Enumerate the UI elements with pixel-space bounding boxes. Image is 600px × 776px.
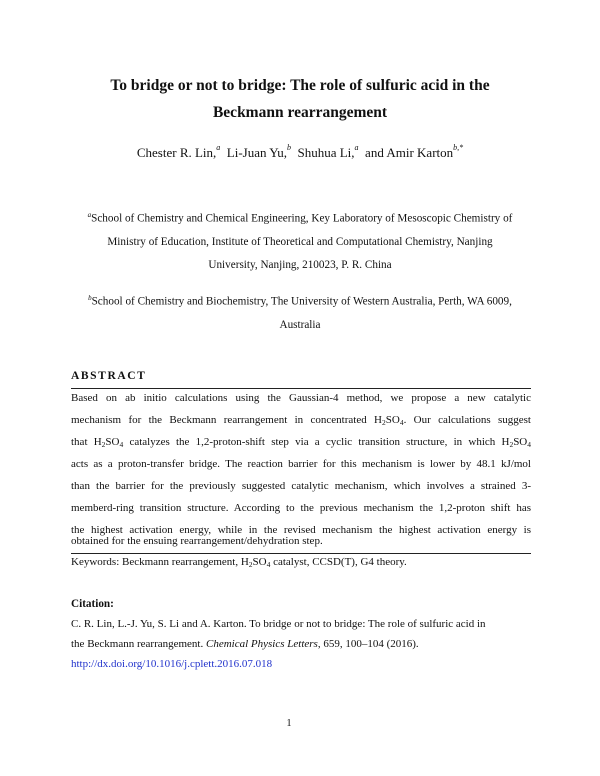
abstract-bottom-rule [71,553,531,554]
abstract-line: that $H_2SO_4$ catalyzes the 1,2-proton-shift step via a cyclic transition structure, in which $H_2SO_4$ [71,436,531,449]
citation-heading: Citation: [71,598,114,610]
abstract-line: memberd-ring transition structure. According to the previous mechanism the 1,2-proton shift has [71,502,531,514]
author-affiliation-mark: a [216,143,221,152]
author-affiliation-mark: b [286,143,291,152]
affiliation-line: School of Chemistry and Biochemistry, The University of Western Australia, Perth, WA 6009, [91,295,512,308]
keywords: Keywords: Beckmann rearrangement, $H_2SO_4$ catalyst, CCSD(T), G4 theory. [71,556,407,569]
paper-title-line-2: Beckmann rearrangement [212,104,388,121]
author-name: Chester R. Lin, [136,145,217,160]
affiliation-a [60,204,540,277]
abstract-line: obtained for the ensuing rearrangement/dehydration step. [71,535,323,547]
author-name: and Amir Karton [365,145,454,160]
abstract-line: mechanism for the Beckmann rearrangement in concentrated $H_2SO_4$. Our calculations suggest [71,414,531,427]
journal-name: Chemical Physics Letters [206,638,318,650]
author-name: Li-Juan Yu, [226,145,287,160]
affiliation-mark: a [87,211,92,219]
author-affiliation-mark: a [354,143,359,152]
citation-line: the Beckmann rearrangement. Chemical Physics Letters, 659, 100–104 (2016). [71,638,419,650]
affiliation-line: University, Nanjing, 210023, P. R. China [208,258,392,271]
author-list [0,145,600,161]
paper-title-line-1: To bridge or not to bridge: The role of sulfuric acid in the [110,77,490,94]
abstract-line: than the barrier for the previously suggested catalytic mechanism, which involves a strained 3- [71,480,531,492]
affiliation-b [60,287,540,337]
affiliation-mark: b [88,294,92,302]
page-number: 1 [286,718,292,729]
citation-line: C. R. Lin, L.-J. Yu, S. Li and A. Karton. To bridge or not to bridge: The role of sulfuric acid in [71,618,486,630]
affiliation-line: School of Chemistry and Chemical Engineering, Key Laboratory of Mesoscopic Chemistry of [91,212,513,225]
author-name: Shuhua Li, [297,145,355,160]
abstract-heading: ABSTRACT [71,370,147,382]
doi-link[interactable]: http://dx.doi.org/10.1016/j.cplett.2016.07.018 [71,658,273,670]
author-affiliation-mark: b,* [453,143,464,152]
affiliation-line: Ministry of Education, Institute of Theoretical and Computational Chemistry, Nanjing [107,235,493,248]
affiliation-line: Australia [279,318,321,331]
abstract-line: the highest activation energy, while in the revised mechanism the highest activation energy is [71,524,531,536]
abstract-top-rule [71,388,531,389]
abstract-line: acts as a proton-transfer bridge. The reaction barrier for this mechanism is lower by 48.1 kJ/mol [71,458,531,470]
abstract-line: Based on ab initio calculations using the Gaussian-4 method, we propose a new catalytic [71,392,531,404]
